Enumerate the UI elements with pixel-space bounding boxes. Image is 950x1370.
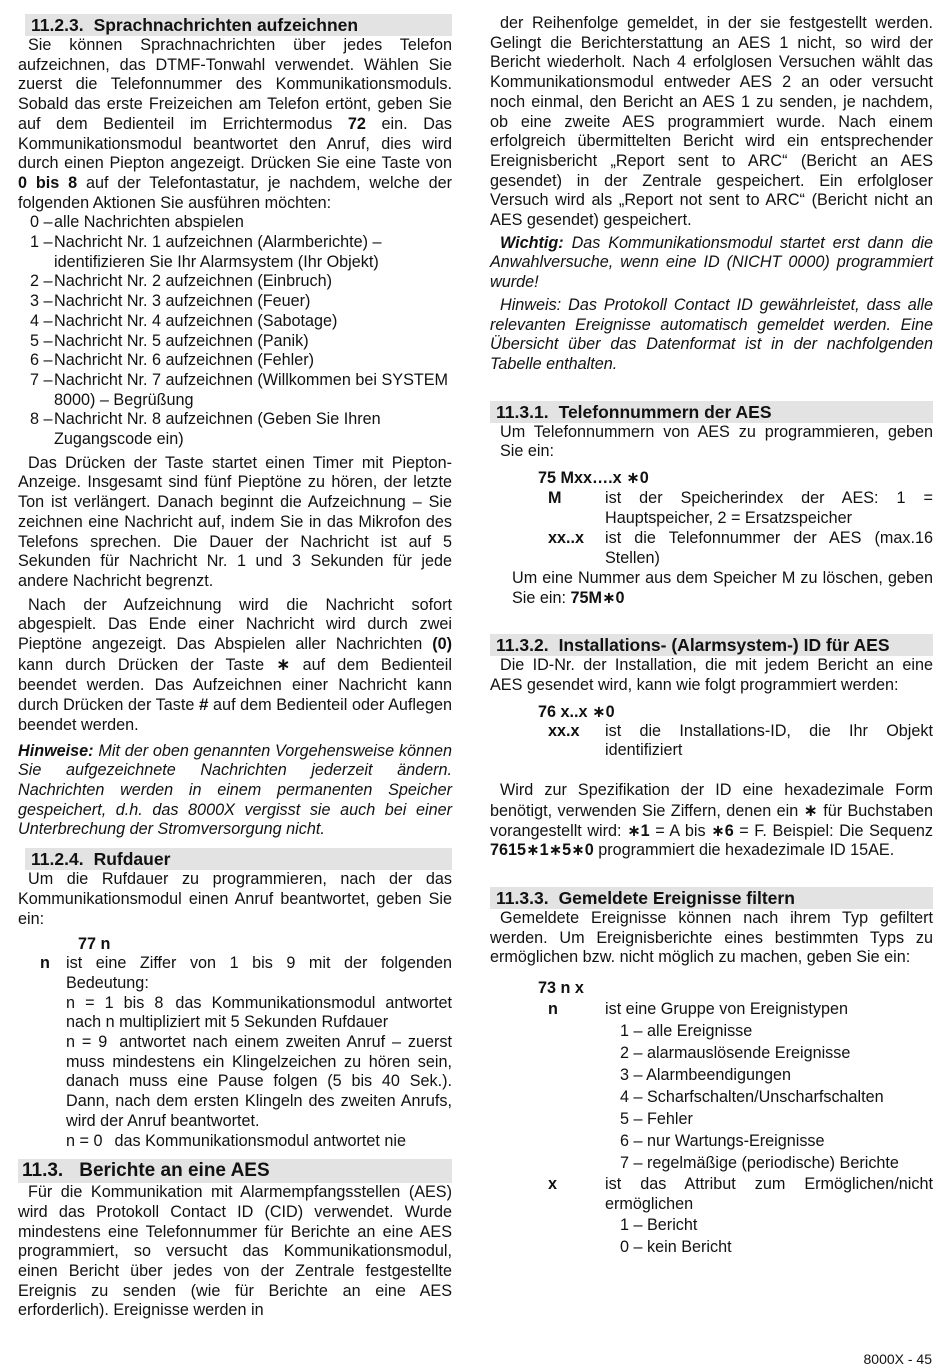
heading-11-3: 11.3. Berichte an eine AES [18, 1159, 452, 1183]
heading-11-2-4: 11.2.4. Rufdauer [25, 848, 452, 870]
cases-list [18, 994, 452, 1152]
option-item [18, 371, 452, 410]
option-item [18, 272, 452, 292]
option-text: Nachricht Nr. 2 aufzeichnen (Einbruch) [54, 272, 333, 291]
option-item [18, 233, 452, 272]
left-column [18, 14, 452, 1321]
aes-continuation: der Reihenfolge gemeldet, in der sie festgestellt werden. Gelingt die Berichterstattung an AES 1 nicht, so wird der Bericht wiederholt. Nach 4 erfolglosen Versuchen wählt das Kommunikationsmodul entweder AES 2 an oder versucht noch einmal, den Bericht an AES 1 zu senden, je nachdem, ob eine zweite AES programmiert wurde. Nach einem erfolgreich übermittelten Bericht wird ein entsprechender Ereignisbericht „Report sent to ARC“ (Bericht an AES gesendet) in der Zentrale gespeichert. Ein erfolgloser Versuch wird als „Report not sent to ARC“ (Bericht nicht an AES gesendet) gespeichert. [490, 14, 933, 230]
option-key: 7 – [30, 370, 53, 389]
option-key: 1 – [30, 233, 53, 252]
right-column [490, 14, 933, 1258]
report-attribute-list [490, 1214, 933, 1258]
paragraph-timer: Das Drücken der Taste startet einen Timer mit Piepton-Anzeige. Insgesamt sind fünf Pieptöne zu hören, der letzte Ton ist verlängert. Danach beginnt die Aufzeichnung – Sie zeichnen eine Nachricht auf, indem Sie in das Mikrofon des Telefons sprechen. Die Dauer der Nachricht ist auf 5 Sekunden für Nachricht Nr. 1 und 3 Sekunden für jede andere Nachricht begrenzt. [18, 453, 452, 590]
definition-text: ist der Speicherindex der AES: 1 = Hauptspeicher, 2 = Ersatzspeicher [605, 489, 933, 527]
option-item [18, 351, 452, 371]
n-group-definition: n ist eine Gruppe von Ereignistypen [548, 1000, 848, 1019]
option-text: Nachricht Nr. 6 aufzeichnen (Fehler) [54, 351, 315, 370]
option-text: Nachricht Nr. 4 aufzeichnen (Sabotage) [54, 311, 338, 330]
aes-number-definitions [490, 489, 933, 569]
option-text: Nachricht Nr. 7 aufzeichnen (Willkommen bei SYSTEM 8000) – Begrüßung [54, 370, 449, 409]
n-case-item [18, 1132, 452, 1152]
option-key: 3 – [30, 292, 53, 311]
n-case-text: das Kommunikationsmodul antwortet nie [114, 1131, 406, 1150]
n-case-key: n = 0 [66, 1131, 103, 1150]
paragraph-playback: Nach der Aufzeichnung wird die Nachricht sofort abgespielt. Das Ende einer Nachricht wird durch zwei Pieptöne angezeigt. Das Abspielen aller Nachrichten (0) kann durch Drücken der Taste ∗ auf dem Bedienteil beendet werden. Das Aufzeichnen einer Nachricht kann durch Drücken der Taste # auf dem Bedienteil oder Auflegen beendet werden. [18, 595, 452, 734]
code-76: 76 x..x ∗0 [538, 702, 615, 721]
event-type-list [490, 1020, 933, 1174]
option-text: Nachricht Nr. 3 aufzeichnen (Feuer) [54, 292, 311, 311]
code-77n: 77 n [78, 935, 111, 954]
option-key: 6 – [30, 351, 53, 370]
event-type-item: 3 – Alarmbeendigungen [620, 1066, 792, 1085]
option-key: 8 – [30, 410, 53, 429]
hex-paragraph: Wird zur Spezifikation der ID eine hexadezimale Form benötigt, verwenden Sie Ziffern, denen ein ∗ für Buchstaben vorangestellt wird: ∗1 = A bis ∗6 = F. Beispiel: Die Sequenz 7615∗1∗5∗0 programmiert die hexadezimale ID 15AE. [490, 781, 933, 860]
report-attribute-item: 0 – kein Bericht [620, 1238, 732, 1257]
x-attribute-definition: x ist das Attribut zum Ermöglichen/nicht ermöglichen [548, 1175, 933, 1214]
code-73: 73 n x [538, 979, 584, 998]
rufdauer-intro: Um die Rufdauer zu programmieren, nach der das Kommunikationsmodul einen Anruf beantwortet, geben Sie ein: [18, 870, 452, 928]
option-item [18, 312, 452, 332]
note-paragraph: Hinweise: Mit der oben genannten Vorgehensweise können Sie aufgezeichnete Nachrichten jederzeit ändern. Nachrichten werden in einem permanenten Speicher gespeichert, d.h. das 8000X vergisst sie auch bei einer Unterbrechung der Stromversorgung nicht. [18, 741, 452, 839]
option-key: 4 – [30, 311, 53, 330]
n-definition: n ist eine Ziffer von 1 bis 9 mit der folgenden Bedeutung: [40, 954, 452, 992]
event-type-item: 6 – nur Wartungs-Ereignisse [620, 1132, 825, 1151]
option-key: 0 – [30, 213, 53, 232]
definition-item [490, 489, 933, 528]
aes-intro: Für die Kommunikation mit Alarmempfangsstellen (AES) wird das Protokoll Contact ID (CID) verwendet. Wurde mindestens eine Telefonnummer für Berichte an eine AES programmiert, so versucht das Kommunikationsmodul, einen Bericht über jedes von der Zentrale festgestellte Ereignis zu senden (wie für Berichte an eine AES erforderlich). Ereignisse werden in [18, 1183, 452, 1320]
installation-id-intro: Die ID-Nr. der Installation, die mit jedem Bericht an eine AES gesendet wird, kann wie folgt programmiert werden: [490, 656, 933, 694]
delete-number: Um eine Nummer aus dem Speicher M zu löschen, geben Sie ein: 75M∗0 [512, 568, 933, 607]
event-type-item: 5 – Fehler [620, 1110, 693, 1129]
option-text: Nachricht Nr. 8 aufzeichnen (Geben Sie Ihren Zugangscode ein) [54, 410, 381, 449]
page-footer: 8000X - 45 [863, 1351, 932, 1367]
event-type-item: 1 – alle Ereignisse [620, 1022, 753, 1041]
options-list [18, 213, 452, 449]
option-text: alle Nachrichten abspielen [54, 213, 244, 232]
heading-11-3-3: 11.3.3. Gemeldete Ereignisse filtern [490, 887, 933, 909]
event-type-item: 2 – alarmauslösende Ereignisse [620, 1044, 851, 1063]
option-text: Nachricht Nr. 5 aufzeichnen (Panik) [54, 331, 309, 350]
definition-item [490, 529, 933, 568]
hint-note: Hinweis: Das Protokoll Contact ID gewährleistet, dass alle relevanten Ereignisse automatisch gemeldet werden. Eine Übersicht über das Datenformat ist in der nachfolgenden Tabelle enthalten. [490, 295, 933, 373]
filter-intro: Gemeldete Ereignisse können nach ihrem Typ gefiltert werden. Um Ereignisberichte eines bestimmten Typs zu ermöglichen bzw. nicht möglich zu machen, geben Sie ein: [490, 908, 933, 967]
intro-paragraph: Sie können Sprachnachrichten über jedes Telefon aufzeichnen, das DTMF-Tonwahl verwendet. Wählen Sie zuerst die Telefonnummer des Kommunikationsmoduls. Sobald das erste Freizeichen am Telefon ertönt, geben Sie auf dem Bedienteil im Errichtermodus 72 ein. Das Kommunikationsmodul beantwortet den Anruf, dies wird durch einen Piepton angezeigt. Drücken Sie eine Taste von 0 bis 8 auf der Telefontastatur, je nachdem, welche der folgenden Aktionen Sie ausführen möchten: [18, 36, 452, 212]
n-case-key: n = 9 [66, 1033, 108, 1052]
n-case-key: n = 1 bis 8 [66, 993, 164, 1012]
n-case-text: das Kommunikationsmodul antwortet nach n multipliziert mit 5 Sekunden Rufdauer [66, 993, 452, 1032]
definition-text: ist die Telefonnummer der AES (max.16 Stellen) [605, 529, 933, 568]
n-case-item [18, 994, 452, 1033]
important-note: Wichtig: Das Kommunikationsmodul startet erst dann die Anwahlversuche, wenn eine ID (NICHT 0000) programmiert wurde! [490, 233, 933, 292]
definition-term: xx..x [548, 529, 585, 548]
definition-term: M [548, 489, 562, 508]
heading-11-3-2: 11.3.2. Installations- (Alarmsystem-) ID für AES [490, 634, 933, 656]
option-item [18, 332, 452, 352]
option-item [18, 292, 452, 312]
code-75: 75 Mxx….x ∗0 [538, 469, 649, 488]
option-key: 2 – [30, 272, 53, 291]
report-attribute-item: 1 – Bericht [620, 1216, 698, 1235]
installation-id-definition: xx.x ist die Installations-ID, die Ihr Objekt identifiziert [548, 721, 933, 760]
option-item [18, 213, 452, 233]
aes-numbers-intro: Um Telefonnummern von AES zu programmieren, geben Sie ein: [500, 422, 933, 461]
heading-11-3-1: 11.3.1. Telefonnummern der AES [490, 401, 933, 423]
event-type-item: 7 – regelmäßige (periodische) Berichte [620, 1154, 899, 1173]
n-case-text: antwortet nach einem zweiten Anruf – zuerst muss mindestens ein Klingelzeichen zu hören sein, danach muss eine Pause folgen (5 bis 40 Sek.). Dann, nach dem ersten Klingeln des zweiten Anrufs, wird der Anruf beantwortet. [66, 1033, 452, 1130]
option-text: Nachricht Nr. 1 aufzeichnen (Alarmberichte) – identifizieren Sie Ihr Alarmsystem (Ihr Objekt) [54, 233, 382, 271]
option-key: 5 – [30, 331, 53, 350]
event-type-item: 4 – Scharfschalten/Unscharfschalten [620, 1088, 884, 1107]
heading-11-2-3: 11.2.3. Sprachnachrichten aufzeichnen [25, 14, 452, 36]
n-case-item [18, 1033, 452, 1132]
option-item [18, 410, 452, 449]
